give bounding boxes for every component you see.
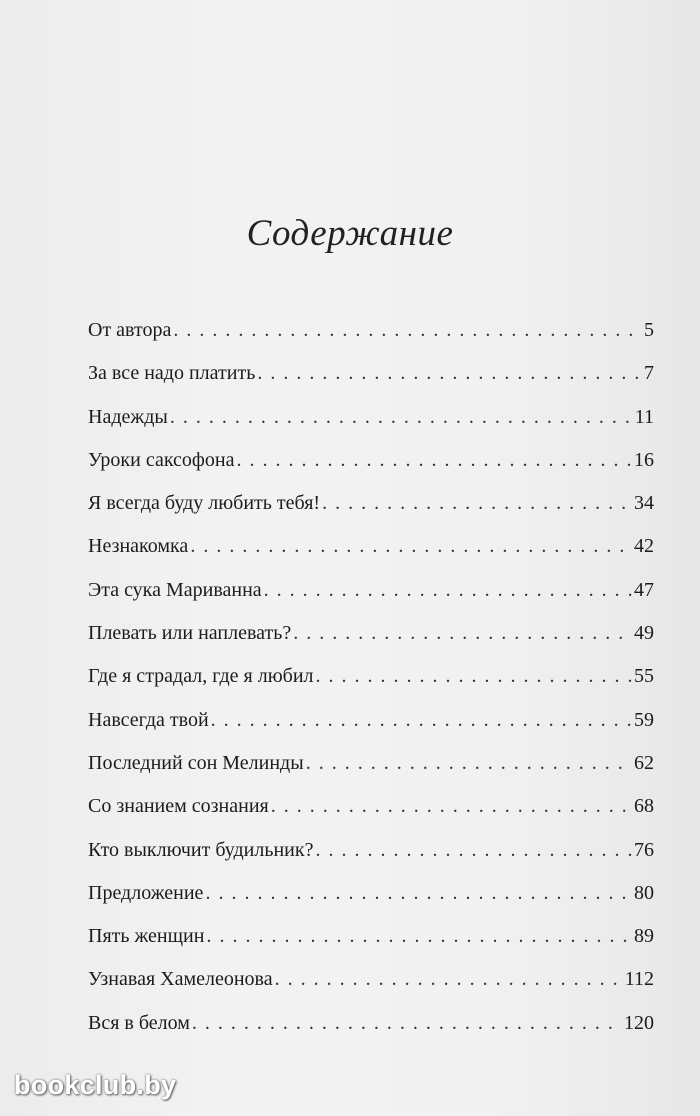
toc-leader-dots — [316, 664, 633, 688]
toc-leader-dots — [192, 1011, 622, 1035]
toc-entry-page: 68 — [634, 795, 654, 818]
toc-leader-dots — [306, 751, 632, 775]
toc-entry — [88, 1011, 654, 1054]
table-of-contents — [88, 318, 654, 1054]
toc-entry — [88, 361, 654, 404]
toc-entry-page: 59 — [634, 708, 654, 731]
toc-entry — [88, 708, 654, 751]
toc-entry-page: 11 — [634, 405, 654, 428]
toc-entry — [88, 621, 654, 664]
toc-entry-label: За все надо платить — [88, 362, 256, 385]
toc-entry-page: 7 — [644, 362, 654, 385]
toc-entry — [88, 405, 654, 448]
toc-entry-page: 112 — [624, 968, 654, 991]
toc-leader-dots — [190, 534, 632, 558]
toc-entry-label: От автора — [88, 319, 172, 341]
toc-entry — [88, 534, 654, 577]
toc-entry-page: 42 — [634, 535, 654, 558]
toc-entry — [88, 967, 654, 1010]
toc-entry-label: Вся в белом — [88, 1011, 190, 1034]
toc-entry-label: Я всегда буду любить тебя! — [88, 492, 321, 515]
toc-leader-dots — [275, 967, 623, 991]
toc-entry-label: Предложение — [88, 881, 204, 904]
toc-leader-dots — [206, 924, 632, 948]
watermark-logo: bookclub.by — [14, 1070, 177, 1100]
toc-entry-page: 120 — [624, 1011, 654, 1034]
toc-entry — [88, 924, 654, 967]
toc-entry-page: 80 — [634, 881, 654, 904]
toc-leader-dots — [173, 318, 642, 342]
toc-entry — [88, 794, 654, 837]
toc-entry-label: Последний сон Мелинды — [88, 751, 304, 774]
toc-leader-dots — [264, 578, 632, 602]
toc-entry-label: Со знанием сознания — [88, 795, 269, 818]
toc-leader-dots — [236, 448, 632, 472]
toc-entry — [88, 578, 654, 621]
toc-entry-page: 55 — [634, 665, 654, 688]
toc-entry-page: 76 — [634, 838, 654, 861]
toc-entry-page: 16 — [634, 448, 654, 471]
toc-entry — [88, 881, 654, 924]
toc-leader-dots — [271, 794, 632, 818]
toc-entry-page: 62 — [634, 751, 654, 774]
toc-leader-dots — [205, 881, 632, 905]
toc-entry — [88, 664, 654, 707]
toc-entry-page: 49 — [634, 622, 654, 645]
page-title: Содержание — [246, 213, 454, 254]
toc-entry-label: Узнавая Хамелеонова — [88, 968, 273, 991]
toc-entry-page: 5 — [644, 319, 654, 341]
toc-entry-label: Кто выключит будильник? — [88, 838, 314, 861]
toc-leader-dots — [170, 405, 633, 429]
toc-entry-label: Уроки саксофона — [88, 448, 235, 471]
toc-leader-dots — [293, 621, 632, 645]
toc-entry-label: Эта сука Мариванна — [88, 578, 262, 601]
toc-entry-page: 34 — [634, 492, 654, 515]
toc-entry — [88, 491, 654, 534]
toc-entry-label: Плевать или наплевать? — [88, 622, 292, 645]
toc-entry-label: Незнакомка — [88, 535, 189, 558]
toc-leader-dots — [257, 361, 642, 385]
toc-leader-dots — [322, 491, 632, 515]
toc-entry — [88, 448, 654, 491]
toc-entry-page: 47 — [634, 578, 654, 601]
toc-entry — [88, 751, 654, 794]
toc-leader-dots — [315, 838, 632, 862]
toc-leader-dots — [211, 708, 632, 732]
toc-entry — [88, 838, 654, 881]
toc-entry — [88, 318, 654, 361]
toc-entry-label: Где я страдал, где я любил — [88, 665, 314, 688]
toc-entry-label: Пять женщин — [88, 925, 205, 948]
toc-entry-page: 89 — [634, 925, 654, 948]
toc-entry-label: Навсегда твой — [88, 708, 209, 731]
toc-entry-label: Надежды — [88, 405, 168, 428]
